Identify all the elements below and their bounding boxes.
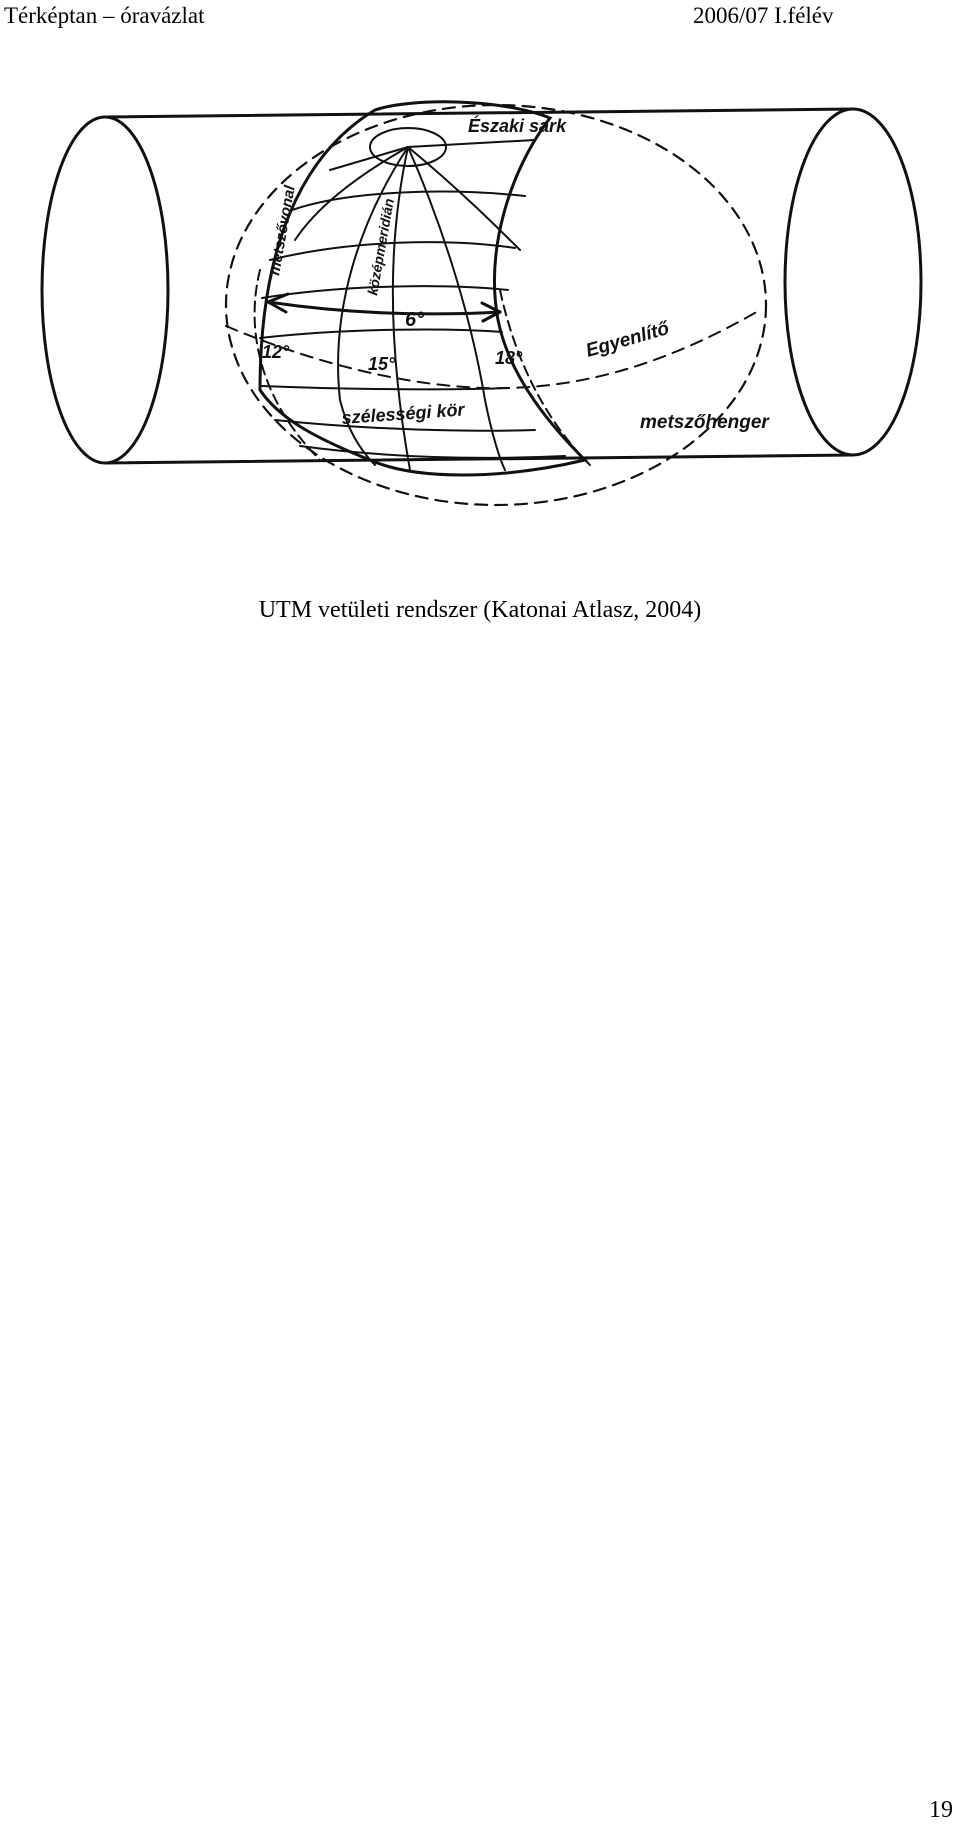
- label-zone-width: 6°: [405, 309, 425, 331]
- meridian: [408, 140, 535, 147]
- parallel: [260, 330, 502, 338]
- label-equator: Egyenlítő: [583, 318, 672, 362]
- parallel: [270, 242, 515, 260]
- utm-projection-figure: [30, 100, 930, 570]
- label-lon-18: 18°: [495, 348, 523, 368]
- label-north-pole: Északi sark: [468, 116, 567, 136]
- label-parallel: szélességi kör: [340, 399, 466, 428]
- label-secant-cylinder: metszőhenger: [640, 412, 769, 433]
- label-lon-15: 15°: [368, 354, 396, 374]
- cylinder-bottom-edge: [105, 455, 853, 463]
- label-central-meridian: középmeridián: [364, 197, 397, 297]
- page-number: 19: [929, 1797, 953, 1823]
- header-title: Térképtan – óravázlat: [4, 3, 205, 28]
- equator-dashed: [226, 310, 760, 388]
- parallel: [292, 192, 525, 210]
- secant-line-right: [500, 290, 590, 465]
- meridian: [408, 147, 520, 250]
- cylinder-left-end-hidden: [105, 117, 168, 463]
- figure-caption: UTM vetületi rendszer (Katonai Atlasz, 2004): [258, 597, 702, 623]
- header-semester: 2006/07 I.félév: [693, 3, 834, 28]
- parallel: [262, 286, 508, 298]
- label-lon-12: 12°: [262, 342, 290, 362]
- label-secant-line: metszővonal: [266, 184, 299, 277]
- cylinder-right-end: [785, 109, 921, 455]
- equator-line: [262, 386, 508, 389]
